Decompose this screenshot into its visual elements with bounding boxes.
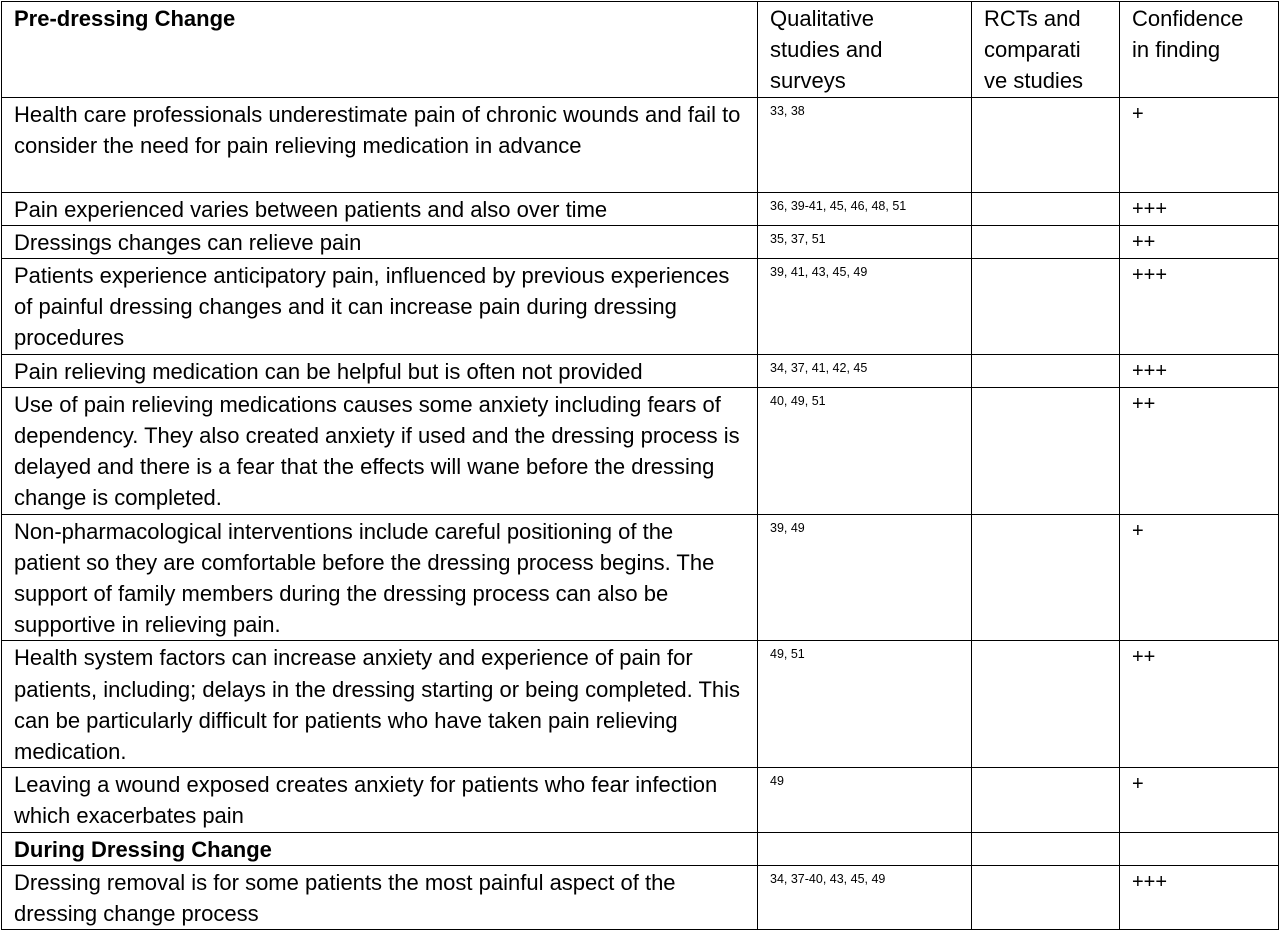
confidence-cell: +++ [1120,259,1279,355]
section-header-pre-dressing: Pre-dressing Change [2,2,758,98]
references-cell: 34, 37-40, 43, 45, 49 [758,865,972,929]
finding-cell: Pain relieving medication can be helpful but is often not provided [2,354,758,387]
finding-cell: Patients experience anticipatory pain, influenced by previous experiences of painful dressing changes and it can increase pain during dressing procedures [2,259,758,355]
empty-cell [1120,832,1279,865]
references-cell: 33, 38 [758,97,972,192]
table-row [2,514,1279,641]
table-row [2,387,1279,514]
rcts-cell [972,865,1120,929]
rcts-cell [972,354,1120,387]
references-cell: 36, 39-41, 45, 46, 48, 51 [758,192,972,225]
references-cell: 39, 49 [758,514,972,641]
references-cell: 49, 51 [758,641,972,768]
finding-cell: Health care professionals underestimate pain of chronic wounds and fail to consider the need for pain relieving medication in advance [2,97,758,192]
references-cell: 34, 37, 41, 42, 45 [758,354,972,387]
column-header-qualitative: Qualitative studies and surveys [758,2,972,98]
references-cell: 35, 37, 51 [758,225,972,258]
empty-cell [758,832,972,865]
rcts-cell [972,259,1120,355]
references-cell: 49 [758,768,972,832]
rcts-cell [972,641,1120,768]
finding-cell: Pain experienced varies between patients and also over time [2,192,758,225]
confidence-cell: + [1120,768,1279,832]
table-row [2,192,1279,225]
finding-cell: Non-pharmacological interventions include careful positioning of the patient so they are comfortable before the dressing process begins. The support of family members during the dressing process can also be supportive in relieving pain. [2,514,758,641]
confidence-cell: + [1120,97,1279,192]
rcts-cell [972,514,1120,641]
confidence-cell: + [1120,514,1279,641]
references-cell: 39, 41, 43, 45, 49 [758,259,972,355]
table-row [2,354,1279,387]
table-row [2,768,1279,832]
rcts-cell [972,97,1120,192]
table-row [2,641,1279,768]
finding-cell: Dressing removal is for some patients the most painful aspect of the dressing change process [2,865,758,929]
rcts-cell [972,387,1120,514]
section-header-row [2,832,1279,865]
confidence-cell: +++ [1120,354,1279,387]
confidence-cell: +++ [1120,192,1279,225]
rcts-cell [972,225,1120,258]
finding-cell: Use of pain relieving medications causes some anxiety including fears of dependency. They also created anxiety if used and the dressing process is delayed and there is a fear that the effects will wane before the dressing change is completed. [2,387,758,514]
rcts-cell [972,192,1120,225]
table-row [2,865,1279,929]
column-header-rcts: RCTs and comparati ve studies [972,2,1120,98]
confidence-cell: +++ [1120,865,1279,929]
evidence-table [1,1,1279,930]
references-cell: 40, 49, 51 [758,387,972,514]
confidence-cell: ++ [1120,641,1279,768]
finding-cell: Leaving a wound exposed creates anxiety for patients who fear infection which exacerbates pain [2,768,758,832]
table-row [2,259,1279,355]
finding-cell: Dressings changes can relieve pain [2,225,758,258]
section-header-during-dressing: During Dressing Change [2,832,758,865]
empty-cell [972,832,1120,865]
header-row [2,2,1279,98]
table-row [2,225,1279,258]
column-header-confidence: Confidence in finding [1120,2,1279,98]
finding-cell: Health system factors can increase anxiety and experience of pain for patients, including; delays in the dressing starting or being completed. This can be particularly difficult for patients who have taken pain relieving medication. [2,641,758,768]
confidence-cell: ++ [1120,387,1279,514]
rcts-cell [972,768,1120,832]
table-row [2,97,1279,192]
confidence-cell: ++ [1120,225,1279,258]
